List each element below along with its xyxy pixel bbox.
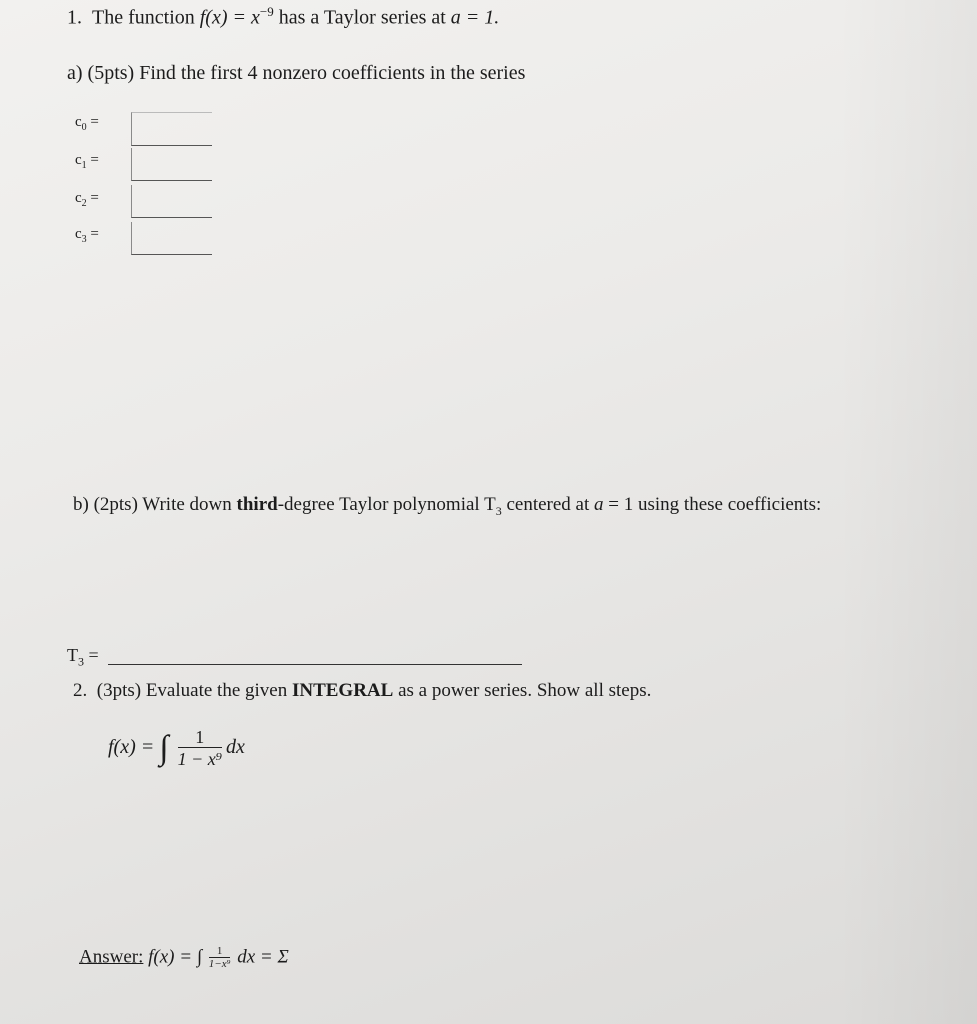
- problem-2-number: 2.: [73, 680, 88, 701]
- integrand-numerator: 1: [178, 727, 222, 748]
- integrand-fraction: [178, 727, 222, 770]
- part-a-prompt: a) (5pts) Find the first 4 nonzero coefficients in the series: [67, 62, 526, 84]
- coefficient-c3-label: $c_3$ =: [75, 226, 99, 245]
- part-b-prompt: b) (2pts) Write down third-degree Taylor polynomial $T_3$ centered at a = 1 using these coefficients:: [73, 494, 822, 518]
- integrand-denominator: 1 − x⁹: [177, 749, 222, 769]
- page-shadow: [837, 0, 977, 1024]
- answer-numerator: 1: [209, 945, 231, 958]
- coefficient-c1-label: $c_1$ =: [75, 152, 99, 171]
- problem-1-number: 1.: [67, 6, 82, 29]
- series-center: a = 1.: [450, 6, 500, 29]
- coefficient-c3-answer-box[interactable]: [131, 222, 212, 255]
- t3-label: $T_3$ =: [67, 645, 99, 669]
- coefficient-c2-label: $c_2$ =: [75, 190, 99, 209]
- integral-sign: ∫: [159, 729, 169, 767]
- function-exponent: −9: [259, 4, 274, 19]
- integral-bold-word: INTEGRAL: [291, 680, 394, 701]
- coefficient-c0-answer-box[interactable]: [131, 112, 212, 146]
- answer-rhs: dx = Σ: [232, 946, 289, 968]
- part-b-bold-word: third: [236, 494, 278, 515]
- t3-answer-line[interactable]: [108, 664, 522, 665]
- integral-lhs: f(x) =: [108, 736, 155, 759]
- function-definition: f(x) = x: [199, 6, 260, 29]
- answer-lhs: f(x) = ∫: [148, 946, 203, 968]
- problem-1-text-after: has a Taylor series at: [278, 6, 446, 29]
- coefficient-c0-label: $c_0$ =: [75, 114, 99, 133]
- answer-line: [79, 945, 289, 971]
- coefficient-c2-answer-box[interactable]: [131, 185, 212, 218]
- problem-2-statement: 2. (3pts) Evaluate the given INTEGRAL as a power series. Show all steps.: [73, 680, 652, 701]
- answer-fraction: [209, 945, 231, 971]
- problem-1-text-before: The function: [92, 6, 195, 29]
- integral-expression: [108, 727, 245, 770]
- answer-denominator: 1−x⁹: [208, 958, 231, 970]
- answer-label: Answer:: [79, 946, 144, 968]
- coefficient-c1-answer-box[interactable]: [131, 148, 212, 181]
- problem-1-statement: [67, 4, 499, 30]
- integral-dx: dx: [225, 736, 245, 759]
